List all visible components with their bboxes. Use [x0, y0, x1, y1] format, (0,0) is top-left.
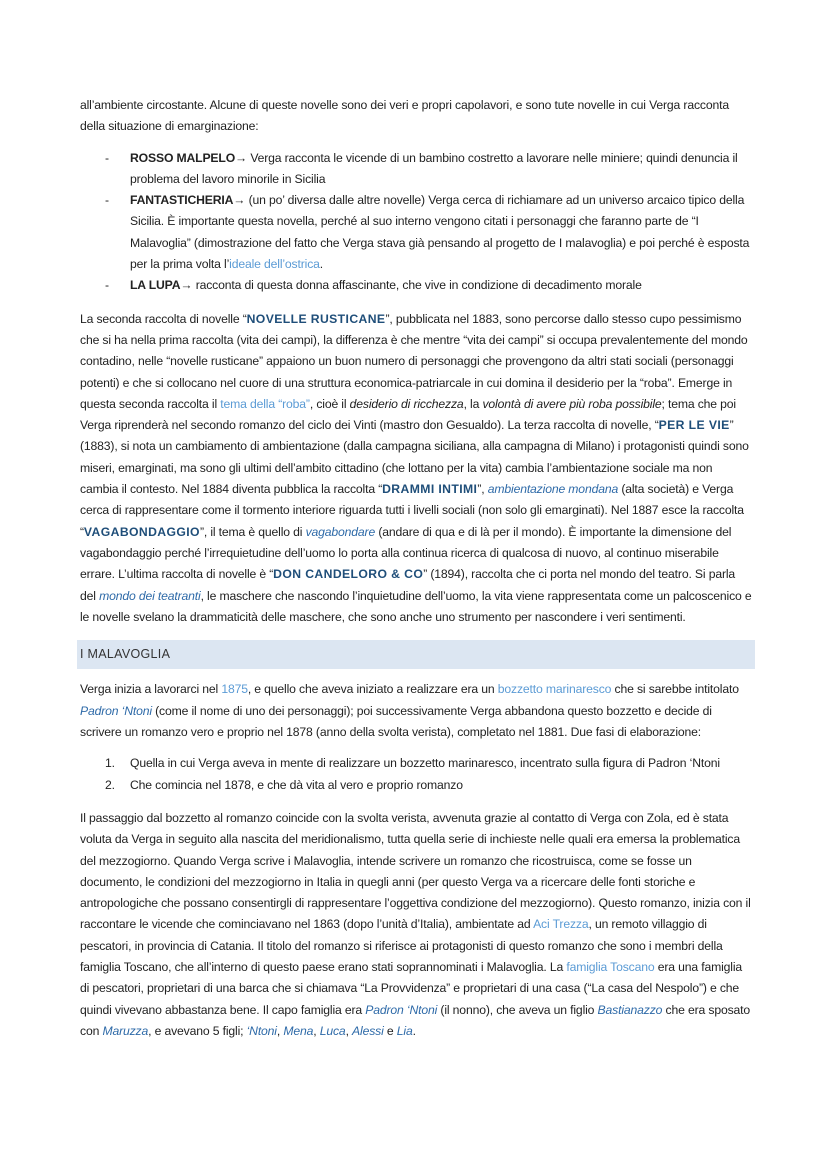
malavoglia-body-paragraph [80, 808, 752, 1042]
text-run: , la [463, 396, 483, 411]
list-number: 1. [105, 756, 115, 771]
text-run: (un po’ diversa dalle altre novelle) Verga cerca di richiamare ad un universo arcaico tipico della Sicilia. È importante questa novella, perché al suo interno vengono citati i personaggi che faranno parte de “I Malavoglia” (dimostrazione del fatto che Verga stava già pensando al progetto de I malavoglia) e poi perché è esposta per la prima volta l’ [130, 193, 750, 272]
bullet-marker: - [105, 150, 109, 165]
styled-text: mondo dei teatranti [99, 588, 201, 603]
styled-text: Luca [319, 1023, 346, 1038]
text-run: (il nonno), che aveva un figlio [437, 1002, 598, 1017]
text-run: , [345, 1023, 353, 1038]
text-run: che si sarebbe intitolato [611, 682, 739, 697]
text-run: . [319, 257, 324, 272]
document-page [80, 95, 752, 1042]
malavoglia-intro-paragraph [80, 679, 752, 743]
list-item-text [130, 193, 749, 271]
styled-text: VAGABONDAGGIO [83, 524, 200, 539]
styled-text: ROSSO MALPELO→ [130, 150, 248, 165]
styled-text: desiderio di ricchezza [349, 396, 464, 411]
bullet-marker: - [105, 278, 109, 293]
styled-text: bozzetto marinaresco [497, 682, 612, 697]
raccolte-paragraph [80, 309, 752, 628]
text-run: (alta società) e Verga cerca di rappresentare come il tormento interiore riguarda tutti i livelli sociali (non solo gli emarginati). Nel 1887 esce la raccolta “ [80, 482, 744, 539]
text-run: ; tema che poi Verga riprenderà nel secondo romanzo del ciclo dei Vinti (mastro don Gesualdo). La terza raccolta di novelle, “ [80, 396, 736, 433]
phases-list [80, 753, 752, 796]
list-item [80, 775, 752, 796]
text-run: La seconda raccolta di novelle “ [80, 311, 247, 326]
novelle-list [80, 148, 752, 297]
styled-text: FANTASTICHERIA→ [130, 193, 246, 208]
intro-paragraph [80, 95, 752, 138]
text-run: che era sposato con [80, 1002, 751, 1038]
text-run: ”, pubblicata nel 1883, sono percorse dallo stesso cupo pessimismo che si ha nella prima raccolta (vita dei campi), la differenza è che mentre “vita dei campi” si occupa prevalentemente del mondo contadino, nelle “novelle rusticane” appaiono un buon numero di personaggi che provengono da altri stati sociali (personaggi potenti) e che si collocano nel cuore di una struttura economica-patriarcale in cui domina il desiderio per la “roba”. Emerge in questa seconda raccolta il [80, 311, 748, 411]
list-item-text: Che comincia nel 1878, e che dà vita al vero e proprio romanzo [130, 777, 463, 792]
styled-text: DON CANDELORO & CO [273, 567, 424, 582]
text-run: , [276, 1023, 284, 1038]
styled-text: Bastianazzo [597, 1002, 663, 1017]
styled-text: ideale dell’ostrica [229, 257, 320, 272]
text-run: Il passaggio dal bozzetto al romanzo coincide con la svolta verista, avvenuta grazie al contatto di Verga con Zola, ed è stata voluta da Verga in seguito alla nascita del meridionalismo, tutta quella serie di inchieste nelle quali era emersa la problematica del mezzogiorno. Quando Verga scrive i Malavoglia, intende scrivere un romanzo che ricostruisca, come se fosse un documento, le condizioni del mezzogiorno in Italia in quegli anni (per questo Verga va a ricercare delle fonti storiche e antropologiche che possano consentirgli di rappresentare l’oggettiva condizione del mezzogiorno). Questo romanzo, inizia con il raccontare le vicende che cominciavano nel 1863 (dopo l’unità d’Italia), ambientate ad [80, 810, 751, 932]
styled-text: ‘Ntoni [246, 1023, 277, 1038]
bullet-marker: - [105, 193, 109, 208]
list-item [80, 275, 752, 296]
text-run: Verga racconta le vicende di un bambino costretto a lavorare nelle miniere; quindi denuncia il problema del lavoro minorile in Sicilia [130, 150, 738, 186]
text-run: (come il nome di uno dei personaggi); poi successivamente Verga abbandona questo bozzetto e decide di scrivere un romanzo vero e proprio nel 1878 (anno della svolta verista), completato nel 1881. Due fasi di elaborazione: [80, 703, 712, 740]
styled-text: PER LE VIE [658, 418, 730, 433]
list-item [80, 148, 752, 191]
styled-text: tema della “roba” [220, 396, 310, 411]
text-run: , e avevano 5 figli; [148, 1023, 247, 1038]
styled-text: famiglia Toscano [566, 959, 655, 974]
styled-text: Lia [396, 1023, 413, 1038]
styled-text: 1875 [221, 682, 248, 697]
styled-text: Alessi [352, 1023, 384, 1038]
styled-text: Mena [283, 1023, 314, 1038]
styled-text: ambientazione mondana [487, 482, 619, 497]
text-run: , un remoto villaggio di pescatori, in provincia di Catania. Il titolo del romanzo si riferisce ai protagonisti di questo romanzo che sono i membri della famiglia Toscano, che all’interno di questo paese erano stati soprannominati i Malavoglia. La [80, 917, 723, 974]
styled-text: Padron ‘Ntoni [80, 703, 152, 718]
text-run: ”, [477, 482, 488, 497]
text-run: Verga inizia a lavorarci nel [80, 682, 222, 697]
text-run: racconta di questa donna affascinante, che vive in condizione di decadimento morale [192, 278, 642, 293]
list-item-text [130, 151, 738, 186]
styled-text: Maruzza [102, 1023, 149, 1038]
styled-text: Padron ‘Ntoni [365, 1002, 438, 1017]
section-heading: I MALAVOGLIA [77, 640, 755, 669]
styled-text: vagabondare [305, 524, 376, 539]
text-run: . [412, 1023, 416, 1038]
list-item [80, 190, 752, 275]
styled-text: LA LUPA→ [130, 278, 193, 293]
text-run: (andare di qua e di là per il mondo). È importante la dimensione del vagabondaggio perché l’irrequietudine dell’uomo lo porta alla continua ricerca di qualcosa di nuovo, al continuo miserabile errare. L’ultima raccolta di novelle è “ [80, 524, 732, 582]
styled-text: volontà di avere più roba possibile [482, 396, 662, 411]
text-run: , e quello che aveva iniziato a realizzare era un [247, 682, 498, 697]
styled-text: Aci Trezza [533, 917, 589, 932]
text-run: ” (1894), raccolta che ci porta nel mondo del teatro. Si parla del [80, 567, 736, 603]
list-item-text: Quella in cui Verga aveva in mente di realizzare un bozzetto marinaresco, incentrato sulla figura di Padron ‘Ntoni [130, 756, 720, 771]
text-run: , cioè il [309, 396, 350, 411]
text-run: e [383, 1023, 397, 1038]
text-run: ”, il tema è quello di [199, 524, 306, 539]
list-number: 2. [105, 777, 115, 792]
text-run: all’ambiente circostante. Alcune di queste novelle sono dei veri e propri capolavori, e sono tute novelle in cui Verga racconta della situazione di emarginazione: [80, 98, 729, 134]
list-item-text [130, 278, 642, 292]
list-item [80, 753, 752, 774]
styled-text: DRAMMI INTIMI [382, 482, 478, 497]
text-run: ” (1883), si nota un cambiamento di ambientazione (dalla campagna siciliana, alla campagna di Milano) i protagonisti quindi sono miseri, emarginati, ma sono gli ultimi dell’ambito cittadino (che lottano per la vita) cambia l’ambientazione sociale ma non cambia il contesto. Nel 1884 diventa pubblica la raccolta “ [80, 418, 749, 497]
text-run: , [313, 1023, 320, 1038]
styled-text: NOVELLE RUSTICANE [246, 311, 386, 326]
text-run: , le maschere che nascondo l’inquietudine dell’uomo, la vita viene rappresentata come un palcoscenico e le novelle svelano la drammaticità delle maschere, che sono anche uno strumento per nascondere i veri sentimenti. [80, 588, 752, 624]
text-run: era una famiglia di pescatori, proprietari di una barca che si chiamava “La Provvidenza” e proprietari di una casa (“La casa del Nespolo”) e che quindi vivevano abbastanza bene. Il capo famiglia era [80, 959, 743, 1017]
